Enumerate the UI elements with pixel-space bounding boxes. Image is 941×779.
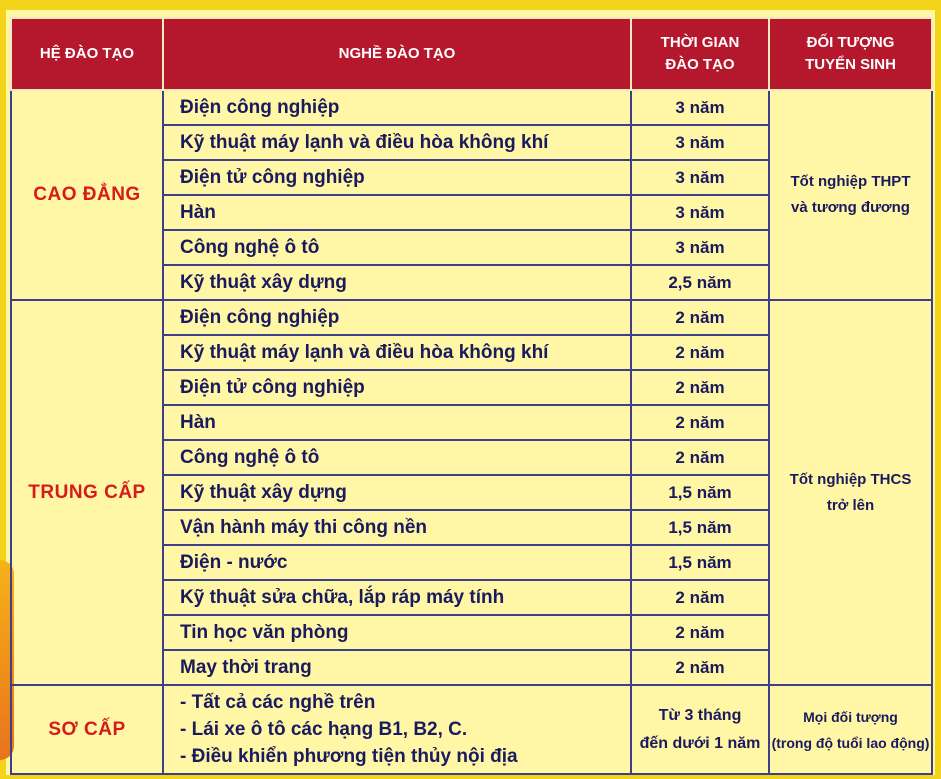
program-duration: 2 năm [631,650,769,685]
program-duration: 2 năm [631,370,769,405]
program-list-item: - Điều khiển phương tiện thủy nội địa [180,746,518,767]
program-name: Điện công nghiệp [163,90,631,125]
program-duration: 2,5 năm [631,265,769,300]
target-so-cap [769,685,932,774]
program-name: Công nghệ ô tô [163,230,631,265]
level-cao-dang: CAO ĐẲNG [11,90,163,300]
header-program: NGHỀ ĐÀO TẠO [163,18,631,90]
target-line: Mọi đối tượng [803,708,898,725]
target-trung-cap [769,300,932,685]
program-list-item: - Lái xe ô tô các hạng B1, B2, C. [180,719,468,740]
program-duration: 3 năm [631,160,769,195]
target-line: Tốt nghiệp THCS [789,470,912,488]
duration-line: Từ 3 tháng [658,706,742,724]
program-duration: 3 năm [631,195,769,230]
program-name: Kỹ thuật xây dựng [163,475,631,510]
level-so-cap: SƠ CẤP [11,685,163,774]
program-duration: 1,5 năm [631,475,769,510]
program-duration: 1,5 năm [631,510,769,545]
program-name: Vận hành máy thi công nền [163,510,631,545]
duration-line: đến dưới 1 năm [639,734,761,752]
program-name: Kỹ thuật xây dựng [163,265,631,300]
training-programs-table [10,17,933,775]
program-duration: 2 năm [631,405,769,440]
program-duration: 3 năm [631,125,769,160]
program-name: Hàn [163,195,631,230]
table-row-cao-dang [11,90,932,125]
program-duration: 3 năm [631,90,769,125]
program-name: Tin học văn phòng [163,615,631,650]
program-name: Kỹ thuật máy lạnh và điều hòa không khí [163,125,631,160]
program-duration: 1,5 năm [631,545,769,580]
duration-so-cap [631,685,769,774]
program-name: Điện tử công nghiệp [163,160,631,195]
target-line: Tốt nghiệp THPT [790,173,911,190]
target-line: (trong độ tuổi lao động) [771,734,930,751]
level-trung-cap: TRUNG CẤP [11,300,163,685]
target-line: trở lên [826,496,875,514]
program-duration: 2 năm [631,300,769,335]
program-name: Điện - nước [163,545,631,580]
program-list-so-cap [163,685,631,774]
program-duration: 2 năm [631,440,769,475]
program-name: Công nghệ ô tô [163,440,631,475]
program-name: Điện tử công nghiệp [163,370,631,405]
program-duration: 2 năm [631,335,769,370]
header-level: HỆ ĐÀO TẠO [11,18,163,90]
table-row-trung-cap [11,300,932,335]
program-name: Hàn [163,405,631,440]
program-name: Kỹ thuật máy lạnh và điều hòa không khí [163,335,631,370]
program-duration: 3 năm [631,230,769,265]
program-list-item: - Tất cả các nghề trên [180,692,376,713]
target-cao-dang [769,90,932,300]
program-name: Điện công nghiệp [163,300,631,335]
program-duration: 2 năm [631,615,769,650]
header-row [11,18,932,90]
header-duration: THỜI GIAN ĐÀO TẠO [631,18,769,90]
program-duration: 2 năm [631,580,769,615]
table-row-so-cap [11,685,932,774]
program-name: May thời trang [163,650,631,685]
program-name: Kỹ thuật sửa chữa, lắp ráp máy tính [163,580,631,615]
target-line: và tương đương [791,199,910,216]
header-target: ĐỐI TƯỢNG TUYỂN SINH [769,18,932,90]
